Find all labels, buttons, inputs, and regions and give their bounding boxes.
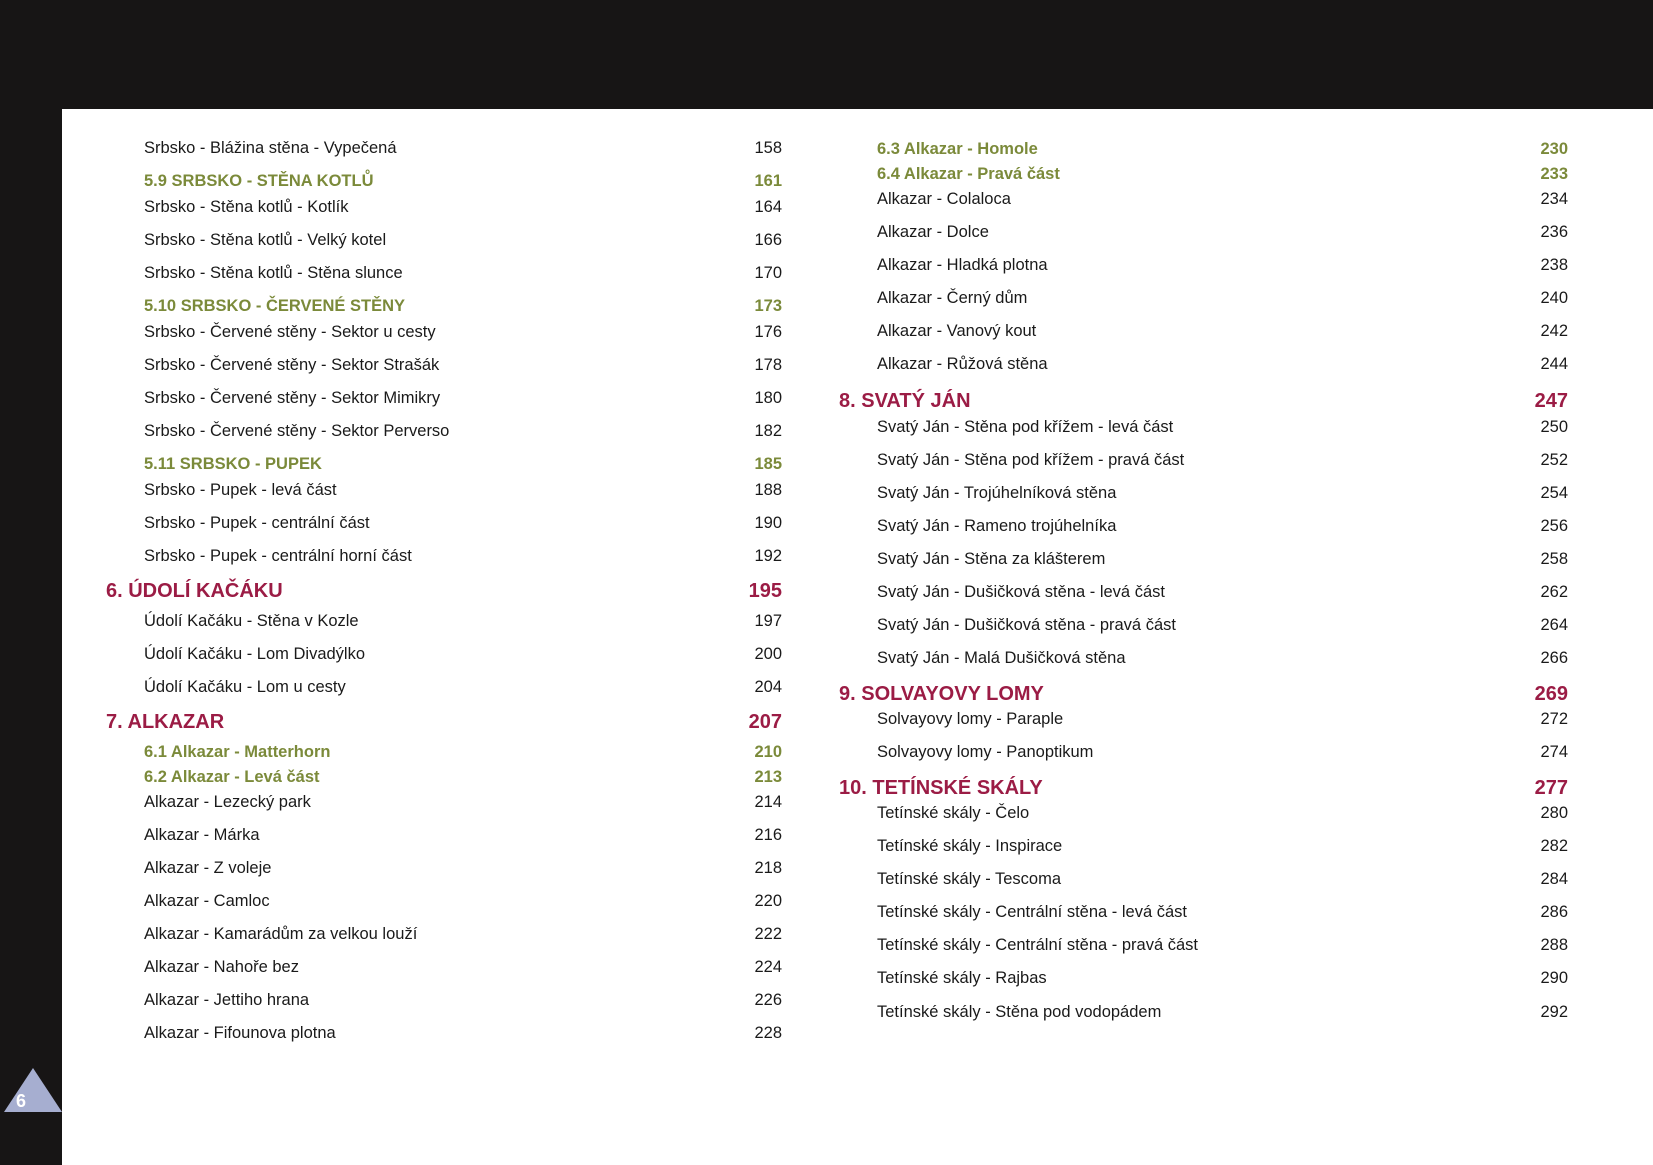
toc-title: Tetínské skály - Stěna pod vodopádem — [877, 1003, 1162, 1021]
toc-page-number: 185 — [754, 455, 782, 473]
toc-entry-row — [795, 903, 1568, 929]
toc-page-number: 195 — [748, 580, 782, 602]
toc-page-number: 210 — [754, 743, 782, 761]
toc-title: Srbsko - Červené stěny - Sektor Mimikry — [144, 389, 441, 407]
toc-entry-row — [62, 231, 782, 257]
toc-page-number: 274 — [1540, 743, 1568, 761]
toc-entry-row — [795, 583, 1568, 609]
toc-title: Srbsko - Červené stěny - Sektor Perverso — [144, 422, 450, 440]
toc-page-number: 264 — [1540, 616, 1568, 634]
toc-entry-row — [795, 484, 1568, 510]
toc-entry-row — [795, 616, 1568, 642]
toc-title: 9. SOLVAYOVY LOMY — [839, 683, 1044, 705]
toc-entry-row — [62, 323, 782, 349]
toc-title: Alkazar - Jettiho hrana — [144, 991, 310, 1009]
toc-title: 7. ALKAZAR — [106, 711, 225, 733]
toc-title: Alkazar - Lezecký park — [144, 793, 311, 811]
toc-page-number: 182 — [754, 422, 782, 440]
toc-page-number: 290 — [1540, 969, 1568, 987]
toc-page-number: 218 — [754, 859, 782, 877]
toc-page-number: 220 — [754, 892, 782, 910]
toc-title: Tetínské skály - Inspirace — [877, 837, 1063, 855]
toc-page-number: 207 — [748, 711, 782, 733]
toc-chapter-row — [62, 580, 782, 606]
toc-entry-row — [795, 710, 1568, 736]
toc-entry-row — [795, 649, 1568, 675]
toc-page — [62, 109, 1653, 1165]
toc-page-number: 222 — [754, 925, 782, 943]
toc-title: 6.2 Alkazar - Levá část — [144, 768, 320, 786]
toc-page-number: 266 — [1540, 649, 1568, 667]
toc-title: Tetínské skály - Centrální stěna - levá část — [877, 903, 1187, 921]
toc-entry-row — [62, 198, 782, 224]
toc-page-number: 254 — [1540, 484, 1568, 502]
toc-page-number: 216 — [754, 826, 782, 844]
toc-title: Solvayovy lomy - Paraple — [877, 710, 1064, 728]
toc-entry-row — [62, 481, 782, 507]
toc-title: Svatý Ján - Rameno trojúhelníka — [877, 517, 1117, 535]
toc-page-number: 236 — [1540, 223, 1568, 241]
mountain-shape — [4, 1068, 62, 1112]
toc-entry-row — [62, 991, 782, 1017]
toc-page-number: 269 — [1534, 683, 1568, 705]
toc-page-number: 164 — [754, 198, 782, 216]
toc-title: Srbsko - Červené stěny - Sektor u cesty — [144, 323, 436, 341]
toc-page-number: 224 — [754, 958, 782, 976]
toc-title: Svatý Ján - Dušičková stěna - pravá část — [877, 616, 1176, 634]
toc-page-number: 158 — [754, 139, 782, 157]
toc-entry-row — [62, 645, 782, 671]
toc-entry-row — [62, 264, 782, 290]
toc-chapter-row — [795, 390, 1568, 416]
toc-entry-row — [62, 678, 782, 704]
toc-title: Alkazar - Colaloca — [877, 190, 1011, 208]
toc-title: 6.4 Alkazar - Pravá část — [877, 165, 1060, 183]
toc-sub-row — [795, 140, 1568, 166]
toc-title: Alkazar - Černý dům — [877, 289, 1028, 307]
toc-page-number: 190 — [754, 514, 782, 532]
toc-title: Svatý Ján - Stěna pod křížem - levá část — [877, 418, 1174, 436]
toc-page-number: 200 — [754, 645, 782, 663]
toc-page-number: 250 — [1540, 418, 1568, 436]
toc-page-number: 178 — [754, 356, 782, 374]
toc-entry-row — [795, 837, 1568, 863]
toc-page-number: 226 — [754, 991, 782, 1009]
toc-page-number: 170 — [754, 264, 782, 282]
toc-page-number: 234 — [1540, 190, 1568, 208]
toc-chapter-row — [62, 711, 782, 737]
toc-page-number: 256 — [1540, 517, 1568, 535]
toc-page-number: 176 — [754, 323, 782, 341]
toc-title: Srbsko - Blážina stěna - Vypečená — [144, 139, 397, 157]
toc-page-number: 173 — [754, 297, 782, 315]
toc-entry-row — [62, 389, 782, 415]
toc-title: Alkazar - Kamarádům za velkou louží — [144, 925, 418, 943]
toc-page-number: 214 — [754, 793, 782, 811]
toc-title: 5.11 SRBSKO - PUPEK — [144, 455, 322, 473]
toc-title: 6.3 Alkazar - Homole — [877, 140, 1038, 158]
toc-title: Tetínské skály - Tescoma — [877, 870, 1062, 888]
toc-title: Tetínské skály - Centrální stěna - pravá část — [877, 936, 1198, 954]
toc-title: 10. TETÍNSKÉ SKÁLY — [839, 777, 1043, 799]
toc-title: Srbsko - Pupek - centrální horní část — [144, 547, 412, 565]
toc-sub-row — [62, 172, 782, 198]
toc-entry-row — [62, 612, 782, 638]
toc-chapter-row — [795, 777, 1568, 803]
toc-title: Srbsko - Stěna kotlů - Velký kotel — [144, 231, 387, 249]
toc-entry-row — [62, 139, 782, 165]
toc-page-number: 228 — [754, 1024, 782, 1042]
toc-page-number: 282 — [1540, 837, 1568, 855]
toc-entry-row — [795, 870, 1568, 896]
toc-entry-row — [795, 355, 1568, 381]
toc-entry-row — [795, 804, 1568, 830]
toc-page-number: 252 — [1540, 451, 1568, 469]
toc-page-number: 286 — [1540, 903, 1568, 921]
toc-page-number: 292 — [1540, 1003, 1568, 1021]
toc-page-number: 188 — [754, 481, 782, 499]
toc-page-number: 247 — [1534, 390, 1568, 412]
toc-page-number: 258 — [1540, 550, 1568, 568]
toc-title: Srbsko - Pupek - centrální část — [144, 514, 370, 532]
toc-entry-row — [795, 451, 1568, 477]
toc-page-number: 288 — [1540, 936, 1568, 954]
toc-title: 5.10 SRBSKO - ČERVENÉ STĚNY — [144, 297, 406, 315]
toc-sub-row — [62, 743, 782, 769]
toc-title: Tetínské skály - Rajbas — [877, 969, 1047, 987]
toc-entry-row — [62, 958, 782, 984]
mountain-icon — [4, 1065, 62, 1115]
toc-sub-row — [62, 455, 782, 481]
toc-page-number: 262 — [1540, 583, 1568, 601]
toc-page-number: 284 — [1540, 870, 1568, 888]
toc-title: Solvayovy lomy - Panoptikum — [877, 743, 1094, 761]
toc-title: Údolí Kačáku - Lom u cesty — [144, 678, 346, 696]
toc-entry-row — [62, 422, 782, 448]
toc-title: Alkazar - Z voleje — [144, 859, 272, 877]
toc-page-number: 280 — [1540, 804, 1568, 822]
toc-entry-row — [62, 356, 782, 382]
toc-title: Alkazar - Hladká plotna — [877, 256, 1048, 274]
toc-title: Alkazar - Vanový kout — [877, 322, 1037, 340]
toc-sub-row — [62, 768, 782, 794]
toc-entry-row — [795, 550, 1568, 576]
toc-title: Údolí Kačáku - Stěna v Kozle — [144, 612, 359, 630]
toc-page-number: 244 — [1540, 355, 1568, 373]
toc-entry-row — [795, 969, 1568, 995]
toc-chapter-row — [795, 683, 1568, 709]
toc-entry-row — [795, 322, 1568, 348]
toc-page-number: 180 — [754, 389, 782, 407]
toc-entry-row — [62, 859, 782, 885]
toc-sub-row — [795, 165, 1568, 191]
toc-title: Svatý Ján - Stěna pod křížem - pravá část — [877, 451, 1185, 469]
toc-page-number: 204 — [754, 678, 782, 696]
toc-entry-row — [795, 190, 1568, 216]
toc-page-number: 240 — [1540, 289, 1568, 307]
toc-entry-row — [795, 418, 1568, 444]
toc-page-number: 242 — [1540, 322, 1568, 340]
page-number: 6 — [16, 1091, 27, 1111]
toc-entry-row — [62, 547, 782, 573]
toc-title: Alkazar - Nahoře bez — [144, 958, 299, 976]
toc-entry-row — [795, 517, 1568, 543]
toc-page-number: 230 — [1540, 140, 1568, 158]
toc-entry-row — [795, 743, 1568, 769]
toc-title: Svatý Ján - Trojúhelníková stěna — [877, 484, 1117, 502]
toc-page-number: 192 — [754, 547, 782, 565]
toc-page-number: 238 — [1540, 256, 1568, 274]
toc-sub-row — [62, 297, 782, 323]
toc-page-number: 233 — [1540, 165, 1568, 183]
toc-title: Alkazar - Dolce — [877, 223, 989, 241]
toc-title: Svatý Ján - Malá Dušičková stěna — [877, 649, 1126, 667]
toc-entry-row — [795, 1003, 1568, 1029]
toc-page-number: 161 — [754, 172, 782, 190]
toc-entry-row — [795, 936, 1568, 962]
toc-title: Srbsko - Pupek - levá část — [144, 481, 337, 499]
toc-title: Údolí Kačáku - Lom Divadýlko — [144, 645, 366, 663]
toc-title: Svatý Ján - Stěna za klášterem — [877, 550, 1106, 568]
toc-entry-row — [62, 793, 782, 819]
toc-title: 5.9 SRBSKO - STĚNA KOTLŮ — [144, 172, 374, 190]
toc-title: Tetínské skály - Čelo — [877, 804, 1030, 822]
toc-title: 6. ÚDOLÍ KAČÁKU — [106, 580, 283, 602]
toc-entry-row — [795, 223, 1568, 249]
toc-page-number: 197 — [754, 612, 782, 630]
toc-title: Alkazar - Fifounova plotna — [144, 1024, 336, 1042]
toc-title: Srbsko - Červené stěny - Sektor Strašák — [144, 356, 440, 374]
toc-entry-row — [62, 514, 782, 540]
toc-entry-row — [795, 289, 1568, 315]
toc-title: 8. SVATÝ JÁN — [839, 390, 971, 412]
toc-entry-row — [795, 256, 1568, 282]
toc-page-number: 277 — [1534, 777, 1568, 799]
toc-page-number: 166 — [754, 231, 782, 249]
toc-entry-row — [62, 826, 782, 852]
toc-entry-row — [62, 892, 782, 918]
toc-title: Svatý Ján - Dušičková stěna - levá část — [877, 583, 1165, 601]
toc-page-number: 213 — [754, 768, 782, 786]
toc-title: Alkazar - Růžová stěna — [877, 355, 1048, 373]
toc-title: Srbsko - Stěna kotlů - Kotlík — [144, 198, 349, 216]
toc-title: 6.1 Alkazar - Matterhorn — [144, 743, 331, 761]
toc-title: Alkazar - Camloc — [144, 892, 270, 910]
toc-title: Alkazar - Márka — [144, 826, 260, 844]
page-number-badge — [4, 1065, 62, 1115]
toc-page-number: 272 — [1540, 710, 1568, 728]
toc-title: Srbsko - Stěna kotlů - Stěna slunce — [144, 264, 403, 282]
toc-entry-row — [62, 925, 782, 951]
toc-entry-row — [62, 1024, 782, 1050]
